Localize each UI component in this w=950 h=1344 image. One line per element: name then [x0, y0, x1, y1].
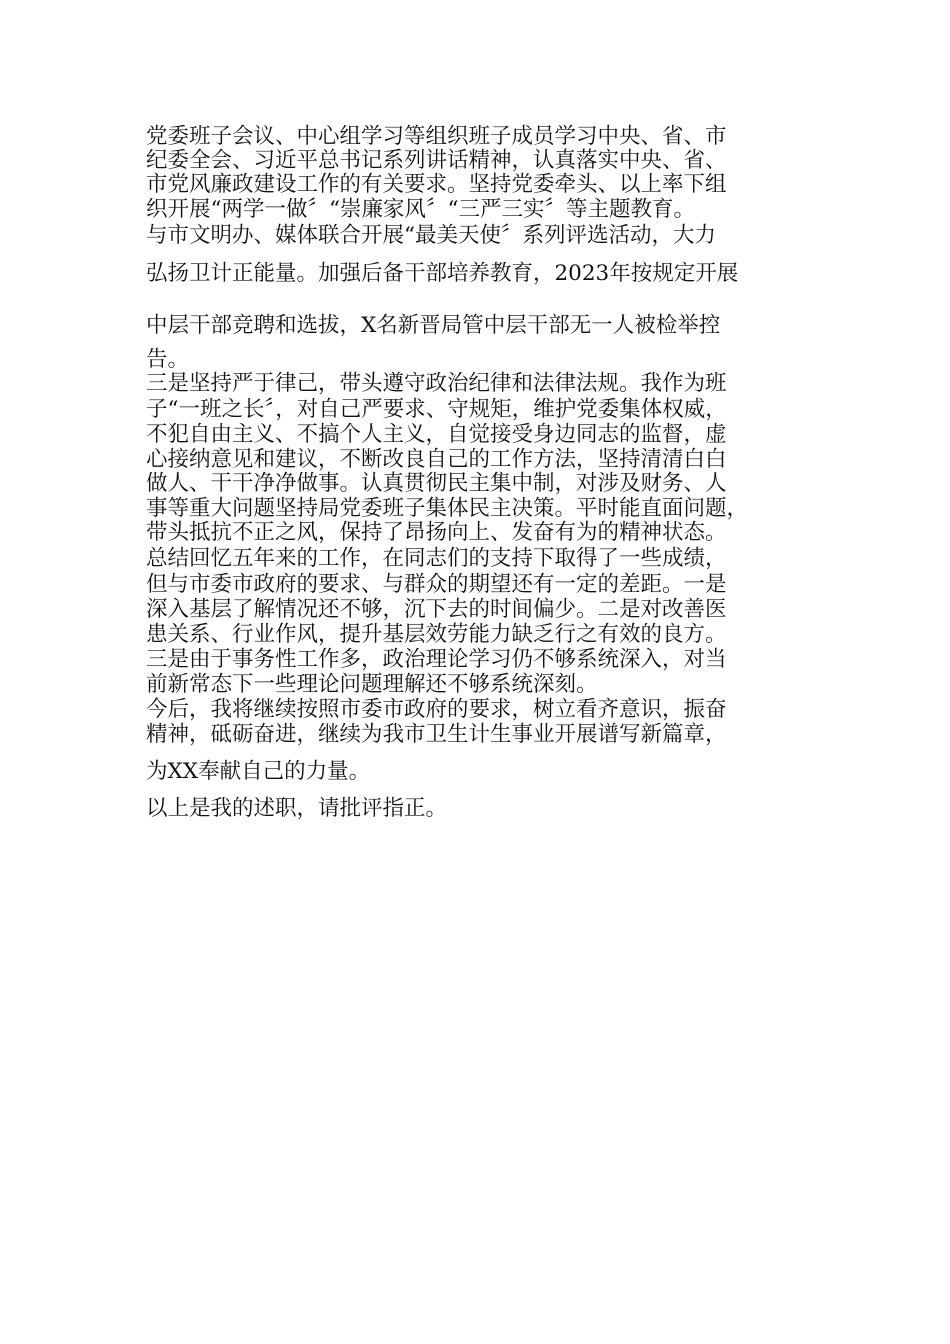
paragraph-line: 深入基层了解情况还不够，沉下去的时间偏少。二是对改善医: [146, 597, 727, 622]
paragraph-line: 子“一班之长〞，对自己严要求、守规矩，维护党委集体权威，: [146, 397, 727, 422]
paragraph-line: 前新常态下一些理论问题理解还不够系统深刻。: [146, 672, 598, 697]
paragraph-line: 患关系、行业作风，提升基层效劳能力缺乏行之有效的良方。: [146, 622, 727, 647]
paragraph-line: 党委班子会议、中心组学习等组织班子成员学习中央、省、市: [146, 124, 727, 149]
paragraph-line: 事等重大问题坚持局党委班子集体民主决策。平时能直面问题，: [146, 496, 749, 521]
paragraph-line: 带头抵抗不正之风，保持了昂扬向上、发奋有为的精神状态。: [146, 520, 727, 545]
paragraph-line: 总结回忆五年来的工作，在同志们的支持下取得了一些成绩，: [146, 546, 727, 571]
paragraph-line: 但与市委市政府的要求、与群众的期望还有一定的差距。一是: [146, 572, 727, 597]
paragraph-line: 三是坚持严于律己，带头遵守政治纪律和法律法规。我作为班: [146, 371, 727, 396]
paragraph-line: 以上是我的述职，请批评指正。: [146, 796, 448, 821]
paragraph-line: 中层干部竞聘和选拔，X名新晋局管中层干部无一人被检举控: [146, 313, 721, 338]
paragraph-line: 市党风廉政建设工作的有关要求。坚持党委牵头、以上率下组: [146, 172, 727, 197]
paragraph-line: 与市文明办、媒体联合开展“最美天使〞系列评选活动，大力: [146, 223, 716, 248]
paragraph-line: 为XX奉献自己的力量。: [146, 759, 371, 784]
paragraph-line: 三是由于事务性工作多，政治理论学习仍不够系统深入，对当: [146, 647, 727, 672]
paragraph-line: 纪委全会、习近平总书记系列讲话精神，认真落实中央、省、: [146, 148, 727, 173]
paragraph-line: 心接纳意见和建议，不断改良自己的工作方法，坚持清清白白: [146, 447, 727, 472]
paragraph-line: 告。: [146, 347, 190, 372]
paragraph-line: 今后，我将继续按照市委市政府的要求，树立看齐意识，振奋: [146, 697, 727, 722]
paragraph-line: 不犯自由主义、不搞个人主义，自觉接受身边同志的监督，虚: [146, 422, 727, 447]
paragraph-line: 织开展“两学一做〞“崇廉家风〞“三严三实〞等主题教育。: [146, 197, 695, 222]
paragraph-line: 做人、干干净净做事。认真贯彻民主集中制，对涉及财务、人: [146, 471, 727, 496]
paragraph-line: 精神，砥砺奋进，继续为我市卫生计生事业开展谱写新篇章，: [146, 722, 727, 747]
paragraph-line: 弘扬卫计正能量。加强后备干部培养教育，2023年按规定开展: [146, 261, 739, 286]
